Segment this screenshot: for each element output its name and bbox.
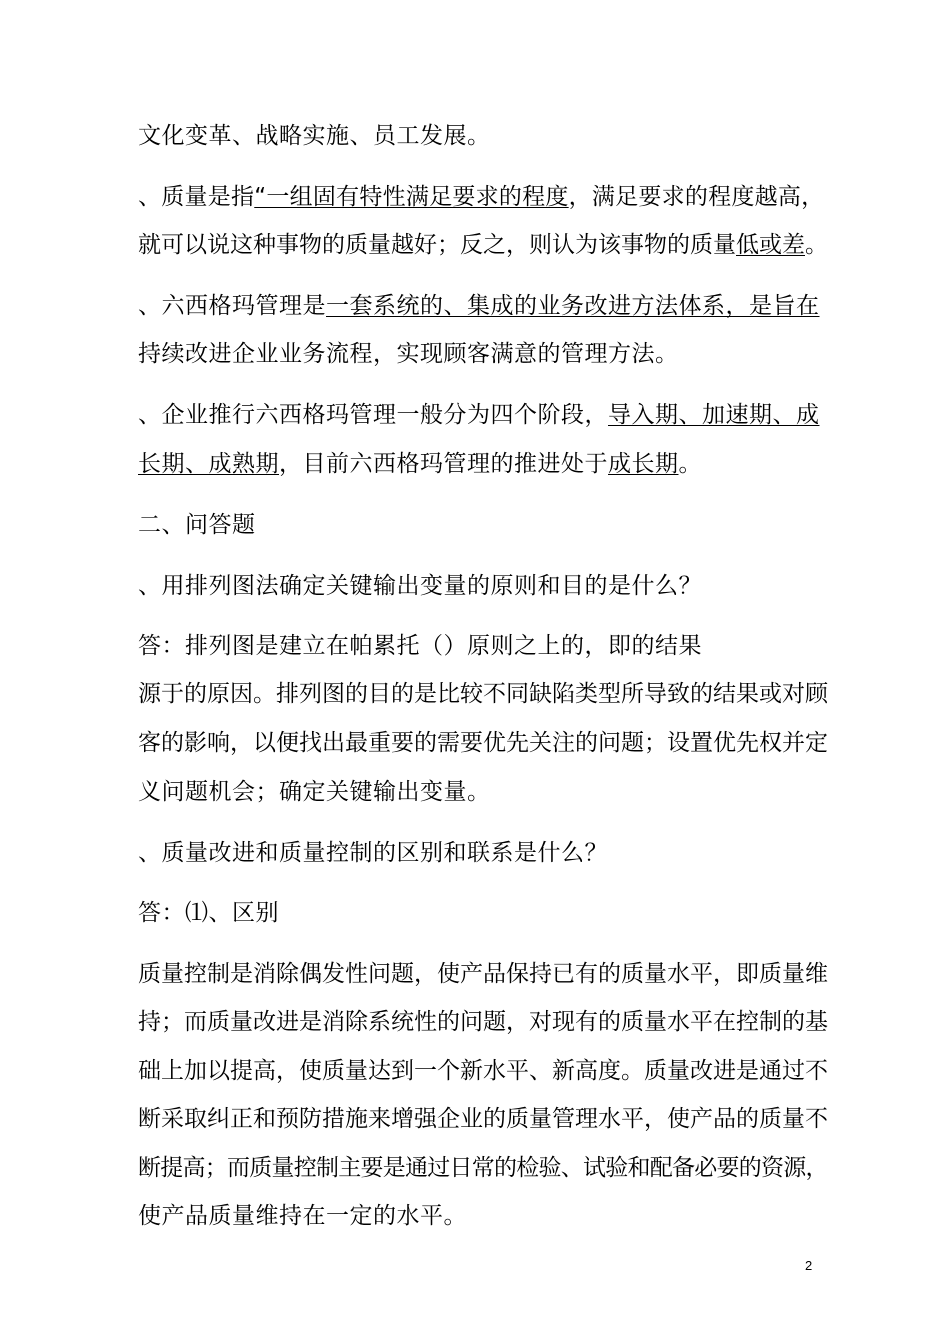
- text-line: 义问题机会；确定关键输出变量。: [138, 779, 491, 805]
- text-line: 持续改进企业业务流程，实现顾客满意的管理方法。: [138, 341, 679, 367]
- question-line: 、用排列图法确定关键输出变量的原则和目的是什么？: [138, 573, 702, 599]
- underlined-answer: 低或差: [736, 232, 805, 258]
- text-line: 客的影响，以便找出最重要的需要优先关注的问题；设置优先权并定: [138, 730, 828, 756]
- text-line: 断提高；而质量控制主要是通过日常的检验、试验和配备必要的资源，: [138, 1155, 828, 1181]
- text-line: 就可以说这种事物的质量越好；反之，则认为该事物的质量低或差。: [138, 232, 828, 258]
- text-line: 、六西格玛管理是一套系统的、集成的业务改进方法体系，是旨在: [138, 293, 820, 319]
- text-line: 使产品质量维持在一定的水平。: [138, 1203, 467, 1229]
- text-line: 础上加以提高，使质量达到一个新水平、新高度。质量改进是通过不: [138, 1058, 828, 1084]
- section-heading: 二、问答题: [138, 512, 256, 538]
- text-line: 断采取纠正和预防措施来增强企业的质量管理水平，使产品的质量不: [138, 1106, 828, 1132]
- page-number: 2: [805, 1258, 813, 1273]
- underlined-answer: 长期、成熟期: [138, 451, 279, 477]
- text-line: 文化变革、战略实施、员工发展。: [138, 123, 491, 149]
- underlined-answer: “一组固有特性满足要求的程度: [254, 184, 569, 210]
- question-line: 、质量改进和质量控制的区别和联系是什么？: [138, 840, 608, 866]
- text-line: 质量控制是消除偶发性问题，使产品保持已有的质量水平，即质量维: [138, 961, 828, 987]
- text-line: 长期、成熟期，目前六西格玛管理的推进处于成长期。: [138, 451, 702, 477]
- answer-line: 答：⑴、区别: [138, 900, 279, 926]
- underlined-answer: 成长期: [608, 451, 679, 477]
- underlined-answer: 一套系统的、集成的业务改进方法体系，是旨在: [326, 293, 820, 319]
- underlined-answer: 导入期、加速期、成: [608, 402, 820, 428]
- text-line: 、质量是指“一组固有特性满足要求的程度，满足要求的程度越高，: [138, 184, 825, 210]
- text-line: 、企业推行六西格玛管理一般分为四个阶段，导入期、加速期、成: [138, 402, 820, 428]
- text-line: 源于的原因。排列图的目的是比较不同缺陷类型所导致的结果或对顾: [138, 681, 828, 707]
- answer-line: 答：排列图是建立在帕累托（）原则之上的，即的结果: [138, 633, 702, 659]
- text-line: 持；而质量改进是消除系统性的问题，对现有的质量水平在控制的基: [138, 1009, 828, 1035]
